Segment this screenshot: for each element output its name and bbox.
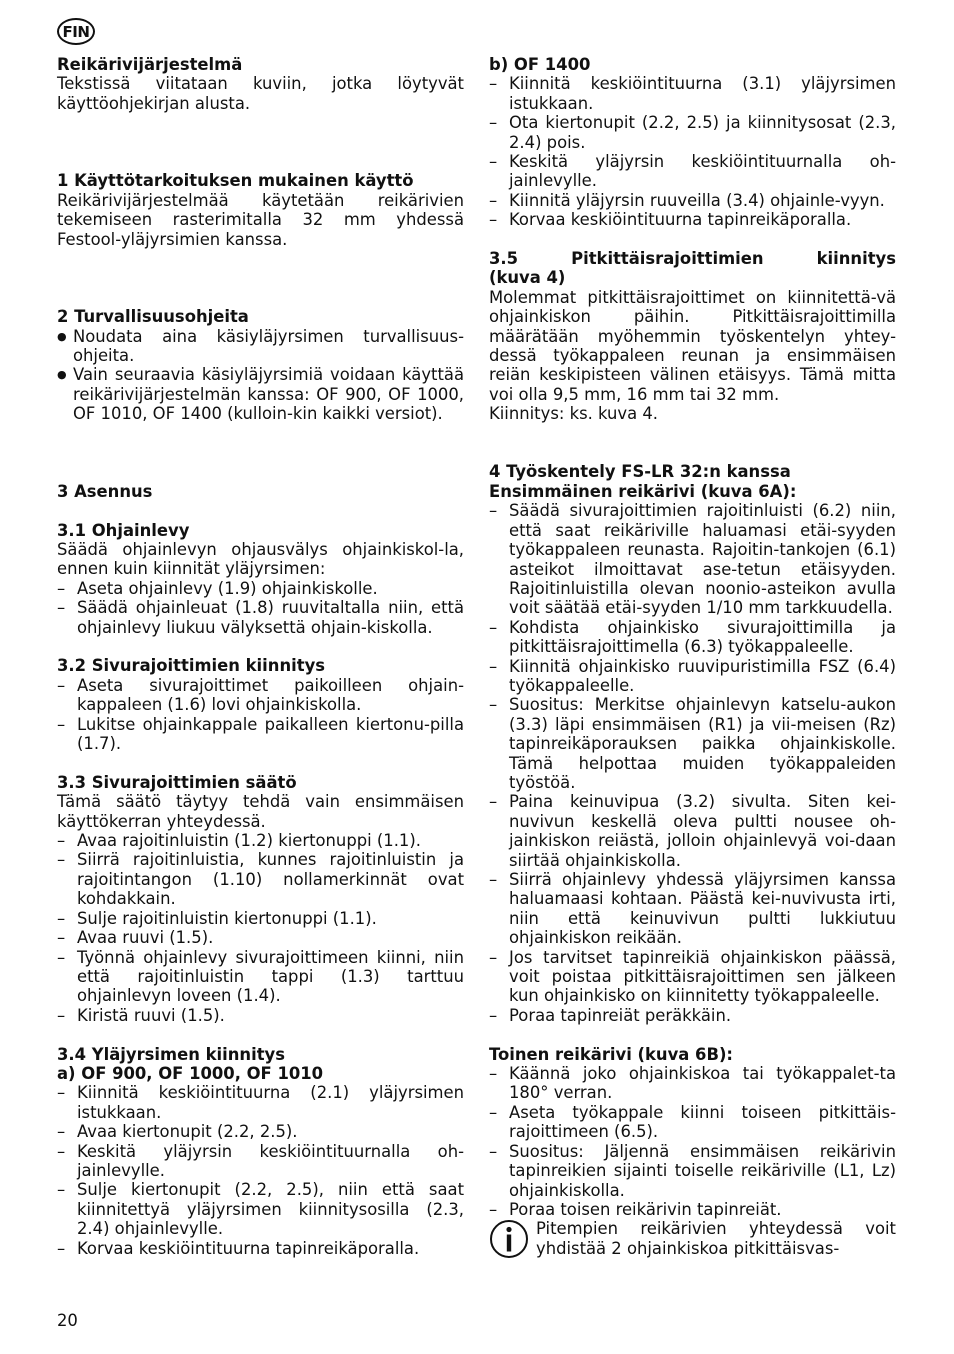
list-item: – Aseta ohjainlevy (1.9) ohjainkiskolle.: [57, 579, 464, 598]
section-2-title: 2 Turvallisuusohjeita: [57, 307, 249, 327]
list-item: – Kiinnitä keskiöintituurna (3.1) yläjyrsimen istukkaan.: [489, 74, 896, 113]
info-note: [489, 1219, 896, 1259]
list-item: – Avaa rajoitinluistin (1.2) kiertonuppi (1.1).: [57, 831, 464, 850]
list-item: – Keskitä yläjyrsin keskiöintituurnalla oh-jainlevylle.: [489, 152, 896, 191]
language-badge: FIN: [57, 18, 95, 45]
left-column: [57, 55, 464, 1258]
list-item: – Kiristä ruuvi (1.5).: [57, 1006, 464, 1025]
list-item: – Jos tarvitset tapinreikiä ohjainkiskon päässä, voit poistaa pitkittäisrajoittimen sen jälkeen kun ohjainkisko on kiinnitetty työkappaleelle.: [489, 948, 896, 1006]
section-3-5-title: 3.5 Pitkittäisrajoittimien kiinnitys: [489, 249, 896, 269]
list-item: – Siirrä ohjainlevy yhdessä yläjyrsimen kanssa haluamaasi kohtaan. Päästä kei-nuvivusta irti, niin että keinuvivun pultti lukkiutuu ohjainkiskon reikään.: [489, 870, 896, 948]
list-item: – Paina keinuvipua (3.2) sivulta. Siten kei-nuvivun keskellä oleva pultti nousee oh-jainkiskon reiästä, jolloin ohjainlevyä voi-daan siirtää ohjainkiskolla.: [489, 792, 896, 870]
intro-title: Reikärivijärjestelmä: [57, 55, 243, 74]
intro-text: Tekstissä viitataan kuviin, jotka löytyvät käyttöohjekirjan alusta.: [57, 74, 464, 113]
list-item: – Kiinnitä ohjainkisko ruuvipuristimilla FSZ (6.4) työkappaleelle.: [489, 657, 896, 696]
list-item: – Poraa toisen reikärivin tapinreiät.: [489, 1200, 896, 1219]
list-item: – Keskitä yläjyrsin keskiöintituurnalla oh-jainlevylle.: [57, 1142, 464, 1181]
list-item: – Aseta sivurajoittimet paikoilleen ohjain-kappaleen (1.6) lovi ohjainkiskolla.: [57, 676, 464, 715]
list-item: – Siirrä rajoitinluistia, kunnes rajoitinluistin ja rajoitintangon (1.10) nollamerkinnät ovat kohdakkain.: [57, 850, 464, 908]
list-item: ● Vain seuraavia käsiyläjyrsimiä voidaan käyttää reikärivijärjestelmän kanssa: OF 900, OF 1000, OF 1010, OF 1400 (kulloin-kin kaikki versiot).: [57, 365, 464, 423]
section-3-3-list: [57, 831, 464, 1025]
list-item: – Suositus: Jäljennä ensimmäisen reikärivin tapinreikien sijainti toiselle reikäriville (L1, Lz) ohjainkiskolla.: [489, 1142, 896, 1200]
list-item: – Kohdista ohjainkisko sivurajoittimilla ja pitkittäisrajoittimella (6.3) työkappaleelle.: [489, 618, 896, 657]
section-3-5-text: Molemmat pitkittäisrajoittimet on kiinnitettä-vä ohjainkiskon päihin. Pitkittäisrajoittimilla määrätään myöhemmin työskentelyn yhtey-dessä työkappaleen reunan ja ensimmäisen reiän keskipisteen välinen etäisyys. Tämä mitta voi olla 9,5 mm, 16 mm tai 32 mm.: [489, 287, 896, 404]
section-4-subtitle-first-row: Ensimmäinen reikärivi (kuva 6A):: [489, 481, 797, 501]
list-item: – Kiinnitä yläjyrsin ruuveilla (3.4) ohjainle-vyyn.: [489, 191, 896, 210]
section-4-first-row-list: [489, 501, 896, 1025]
section-1-text: Reikärivijärjestelmää käytetään reikärivien tekemiseen rasterimitalla 32 mm yhdessä Festool-yläjyrsimien kanssa.: [57, 190, 464, 249]
section-3-4-title: 3.4 Yläjyrsimen kiinnitys: [57, 1044, 285, 1064]
section-1-title: 1 Käyttötarkoituksen mukainen käyttö: [57, 171, 414, 191]
section-3-3-text: Tämä säätö täytyy tehdä vain ensimmäisen käyttökerran yhteydessä.: [57, 792, 464, 831]
list-item: – Sulje kiertonupit (2.2, 2.5), niin että saat kiinnitettyä yläjyrsimen kiinnitysosilla (2.3, 2.4) ohjainlevylle.: [57, 1180, 464, 1238]
section-3-5-reference: Kiinnitys: ks. kuva 4.: [489, 404, 659, 424]
section-3-4a-title: a) OF 900, OF 1000, OF 1010: [57, 1063, 324, 1083]
section-3-title: 3 Asennus: [57, 481, 153, 501]
section-3-4b-list: [489, 74, 896, 229]
list-item: – Suositus: Merkitse ohjainlevyn katselu-aukon (3.3) läpi ensimmäisen (R1) ja vii-meisen (Rz) tapinreikäporauksen paikka ohjainkiskolle. Tämä helpottaa muiden työkappaleiden työstöä.: [489, 695, 896, 792]
list-item: – Säädä sivurajoittimien rajoitinluisti (6.2) niin, että saat reikäriville haluamasi etäi-syyden työkappaleen reunasta. Rajoitin-tankojen (6.1) asteikot ilmoittavat ase-tetun etäisyyden. Rajoitinluistilla olevan noonio-asteikon avulla voit säätää etäi-syyden 1/10 mm tarkkuudella.: [489, 501, 896, 617]
section-2-list: [57, 327, 464, 424]
list-item: – Aseta työkappale kiinni toiseen pitkittäis-rajoittimeen (6.5).: [489, 1103, 896, 1142]
list-item: – Käännä joko ohjainkiskoa tai työkappalet-ta 180° verran.: [489, 1064, 896, 1103]
section-3-2-list: [57, 676, 464, 754]
section-3-5-title-figure: (kuva 4): [489, 268, 566, 288]
list-item: – Korvaa keskiöintituurna tapinreikäporalla.: [57, 1239, 464, 1258]
list-item: – Työnnä ohjainlevy sivurajoittimeen kiinni, niin että rajoitinluistin tappi (1.3) tarttuu ohjainlevyn loveen (1.4).: [57, 948, 464, 1006]
info-text: Pitempien reikärivien yhteydessä voit yhdistää 2 ohjainkiskoa pitkittäisvas-: [536, 1219, 896, 1258]
section-3-4b-title: b) OF 1400: [489, 55, 591, 74]
section-3-1-text: Säädä ohjainlevyn ohjausvälys ohjainkiskol-la, ennen kuin kiinnität yläjyrsimen:: [57, 540, 464, 579]
info-icon: [489, 1219, 529, 1259]
page-number: 20: [57, 1311, 78, 1330]
right-column: [489, 55, 896, 1259]
section-4-second-row-list: [489, 1064, 896, 1219]
section-4-title: 4 Työskentely FS-LR 32:n kanssa: [489, 462, 791, 482]
list-item: – Ota kiertonupit (2.2, 2.5) ja kiinnitysosat (2.3, 2.4) pois.: [489, 113, 896, 152]
section-3-3-title: 3.3 Sivurajoittimien säätö: [57, 772, 297, 792]
list-item: – Avaa kiertonupit (2.2, 2.5).: [57, 1122, 464, 1141]
list-item: – Kiinnitä keskiöintituurna (2.1) yläjyrsimen istukkaan.: [57, 1083, 464, 1122]
list-item: ● Noudata aina käsiyläjyrsimen turvallisuus-ohjeita.: [57, 327, 464, 366]
list-item: – Korvaa keskiöintituurna tapinreikäporalla.: [489, 210, 896, 229]
list-item: – Säädä ohjainleuat (1.8) ruuvitaltalla niin, että ohjainlevy liukuu välyksettä ohjain-kiskolla.: [57, 598, 464, 637]
section-3-1-list: [57, 579, 464, 637]
section-4-subtitle-second-row: Toinen reikärivi (kuva 6B):: [489, 1044, 733, 1064]
list-item: – Lukitse ohjainkappale paikalleen kiertonu-pilla (1.7).: [57, 715, 464, 754]
section-3-2-title: 3.2 Sivurajoittimien kiinnitys: [57, 656, 326, 676]
list-item: – Poraa tapinreiät peräkkäin.: [489, 1006, 896, 1025]
section-3-1-title: 3.1 Ohjainlevy: [57, 520, 190, 540]
list-item: – Avaa ruuvi (1.5).: [57, 928, 464, 947]
list-item: – Sulje rajoitinluistin kiertonuppi (1.1).: [57, 909, 464, 928]
section-3-4a-list: [57, 1083, 464, 1258]
